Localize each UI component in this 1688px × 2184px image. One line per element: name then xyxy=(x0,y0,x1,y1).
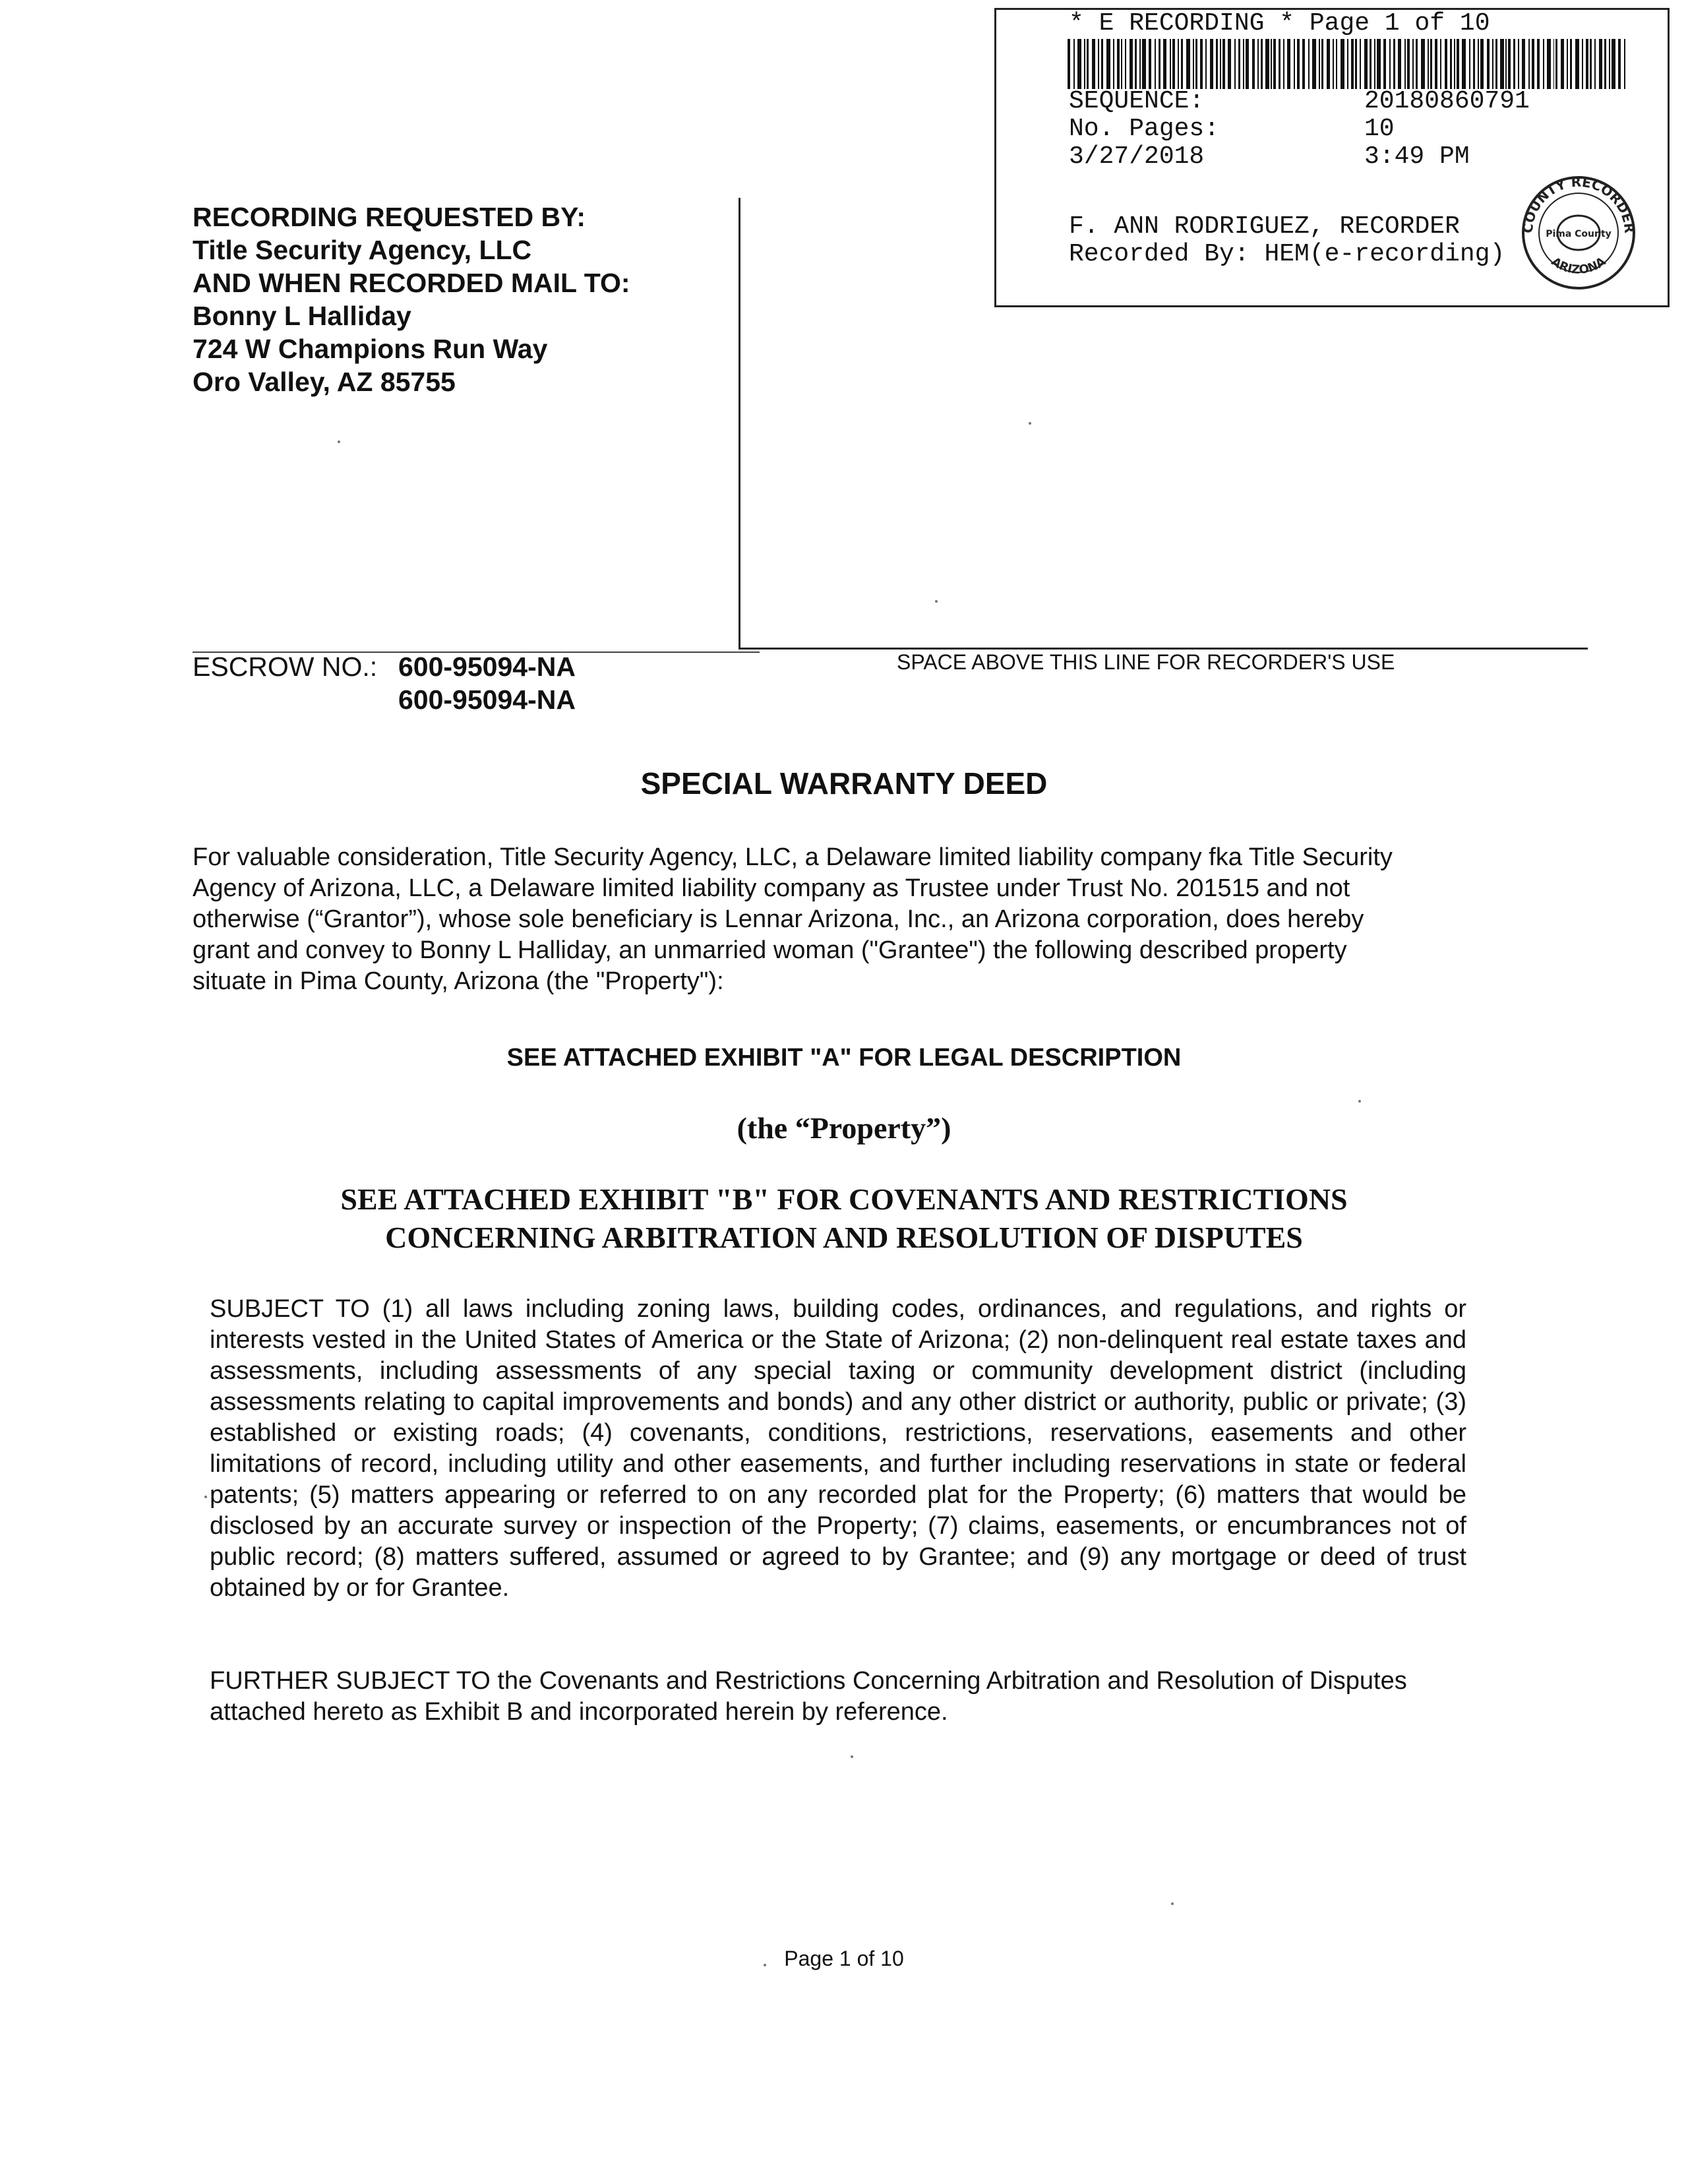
barcode-bar xyxy=(1532,39,1534,89)
barcode-bar xyxy=(1125,39,1126,89)
barcode-bar xyxy=(1261,39,1263,89)
barcode-bar xyxy=(1374,39,1375,89)
barcode-bar xyxy=(1547,39,1551,89)
mail-to-label: AND WHEN RECORDED MAIL TO: xyxy=(193,268,630,298)
stamp-title: * E RECORDING * Page 1 of 10 xyxy=(1069,9,1490,38)
barcode-bar xyxy=(1234,39,1236,89)
exhibit-b-line: SEE ATTACHED EXHIBIT "B" FOR COVENANTS AND RESTRICTIONS xyxy=(340,1182,1348,1216)
barcode-bar xyxy=(1279,39,1281,89)
barcode-bar xyxy=(1473,39,1475,89)
barcode-bar xyxy=(1327,39,1330,89)
mail-to-name: Bonny L Halliday xyxy=(193,301,411,331)
barcode-bar xyxy=(1407,39,1410,89)
barcode-bar xyxy=(1487,39,1490,89)
barcode-bar xyxy=(1092,39,1095,89)
barcode-bar xyxy=(1495,39,1497,89)
recording-requested-block xyxy=(193,200,630,398)
exhibit-b-line: CONCERNING ARBITRATION AND RESOLUTION OF DISPUTES xyxy=(385,1221,1303,1254)
recorded-by: Recorded By: HEM(e-recording) xyxy=(1069,240,1505,268)
barcode-bar xyxy=(1106,39,1110,89)
barcode-bar xyxy=(1355,39,1357,89)
barcode-bar xyxy=(1283,39,1284,89)
barcode-bar xyxy=(1163,39,1166,89)
barcode-bar xyxy=(1186,39,1190,89)
recorder-divider-vertical xyxy=(738,198,740,650)
exhibit-b-reference xyxy=(0,1180,1688,1257)
barcode-bar xyxy=(1216,39,1218,89)
barcode-bar xyxy=(1243,39,1244,89)
recording-date: 3/27/2018 xyxy=(1069,142,1205,171)
barcode-bar xyxy=(1430,39,1432,89)
barcode-bar xyxy=(1567,39,1568,89)
barcode-bar xyxy=(1537,39,1540,89)
barcode-bar xyxy=(1238,39,1240,89)
barcode-bar xyxy=(1389,39,1391,89)
scan-speck xyxy=(851,1755,853,1758)
sequence-value: 20180860791 xyxy=(1364,87,1530,115)
barcode-bar xyxy=(1195,39,1197,89)
barcode-bar xyxy=(1393,39,1395,89)
county-seal-icon xyxy=(1519,173,1638,292)
barcode-bar xyxy=(1454,39,1455,89)
barcode-bar xyxy=(1599,39,1602,89)
barcode-bar xyxy=(1302,39,1305,89)
barcode-bar xyxy=(1159,39,1160,89)
barcode-bar xyxy=(1450,39,1452,89)
barcode-bar xyxy=(1462,39,1466,89)
barcode-bar xyxy=(1351,39,1354,89)
barcode-bar xyxy=(1087,39,1089,89)
barcode-bar xyxy=(1370,39,1372,89)
recording-stamp xyxy=(994,8,1670,307)
barcode-bar xyxy=(1178,39,1179,89)
svg-text:Pima County: Pima County xyxy=(1546,229,1612,239)
barcode-bar xyxy=(1421,39,1425,89)
scan-speck xyxy=(204,1496,207,1498)
barcode-bar xyxy=(1265,39,1269,89)
stamp-details xyxy=(1069,88,1530,171)
barcode-bar xyxy=(1609,39,1610,89)
barcode-bar xyxy=(1586,39,1588,89)
grant-paragraph: For valuable consideration, Title Security Agency, LLC, a Delaware limited liability company fka Title Security Agency of Arizona, LLC, a Delaware limited liability company as Trustee under Trust No. 201515 and not otherwise (“Grantor”), whose sole beneficiary is Lennar Arizona, Inc., an Arizona corporation, does hereby grant and convey to Bonny L Halliday, an unmarried woman ("Grantee") the following described property situate in Pima County, Arizona (the "Property"): xyxy=(193,843,1393,995)
barcode-bar xyxy=(1228,39,1232,89)
barcode-bar xyxy=(1383,39,1386,89)
page-number: Page 1 of 10 xyxy=(784,1947,904,1970)
barcode-bar xyxy=(1205,39,1207,89)
barcode-bar xyxy=(1594,39,1596,89)
scan-speck xyxy=(1358,1100,1361,1103)
recording-time: 3:49 PM xyxy=(1364,142,1470,171)
barcode-bar xyxy=(1135,39,1137,89)
barcode-bar xyxy=(1590,39,1592,89)
barcode-bar xyxy=(1155,39,1156,89)
barcode-bar xyxy=(1308,39,1310,89)
barcode-bar xyxy=(1364,39,1368,89)
barcode-bar xyxy=(1200,39,1203,89)
barcode-bar xyxy=(1500,39,1504,89)
barcode-bar xyxy=(1457,39,1459,89)
barcode-bar xyxy=(1117,39,1120,89)
barcode-bar xyxy=(1101,39,1103,89)
document-title: SPECIAL WARRANTY DEED xyxy=(640,766,1048,801)
barcode-bar xyxy=(1555,39,1557,89)
barcode-bar xyxy=(1508,39,1511,89)
barcode-bar xyxy=(1612,39,1615,89)
escrow-label: ESCROW NO.: xyxy=(193,652,378,682)
barcode-bar xyxy=(1518,39,1519,89)
scan-speck xyxy=(764,1964,766,1966)
escrow-numbers xyxy=(398,650,576,716)
barcode-bar xyxy=(1412,39,1414,89)
svg-text:ARIZONA: ARIZONA xyxy=(1548,255,1609,278)
recorder-use-note: SPACE ABOVE THIS LINE FOR RECORDER'S USE xyxy=(897,650,1395,674)
barcode-bar xyxy=(1618,39,1621,89)
pages-label: No. Pages: xyxy=(1069,115,1220,143)
barcode-bar xyxy=(1319,39,1320,89)
barcode-bar xyxy=(1098,39,1099,89)
scan-speck xyxy=(935,600,938,603)
pages-value: 10 xyxy=(1364,115,1395,143)
svg-text:COUNTY RECORDER: COUNTY RECORDER xyxy=(1519,173,1638,234)
escrow-number: 600-95094-NA xyxy=(398,684,576,715)
barcode-bar xyxy=(1246,39,1249,89)
barcode-bar xyxy=(1513,39,1515,89)
barcode-bar xyxy=(1445,39,1448,89)
barcode-bar xyxy=(1142,39,1146,89)
recorder-name: F. ANN RODRIGUEZ, RECORDER xyxy=(1069,212,1460,241)
barcode-bar xyxy=(1480,39,1484,89)
scan-speck xyxy=(1171,1902,1174,1905)
scan-speck xyxy=(338,440,340,443)
barcode-bar xyxy=(1341,39,1344,89)
barcode-bar xyxy=(1222,39,1225,89)
barcode-bar xyxy=(1149,39,1151,89)
barcode-bar xyxy=(1428,39,1429,89)
barcode-bar xyxy=(1210,39,1213,89)
barcode-bar xyxy=(1220,39,1221,89)
barcode-bar xyxy=(1522,39,1525,89)
barcode-bar xyxy=(1553,39,1555,89)
requester-name: Title Security Agency, LLC xyxy=(193,235,532,265)
barcode-bar xyxy=(1297,39,1300,89)
barcode-bar xyxy=(1312,39,1316,89)
barcode-bar xyxy=(1435,39,1437,89)
barcode-bar xyxy=(1252,39,1255,89)
barcode-bar xyxy=(1604,39,1606,89)
barcode-bar xyxy=(1336,39,1338,89)
barcode-bar xyxy=(1543,39,1544,89)
barcode-bar xyxy=(1347,39,1348,89)
barcode-bar xyxy=(1271,39,1272,89)
barcode-bar xyxy=(1575,39,1579,89)
barcode-bar xyxy=(1561,39,1564,89)
barcode-bar xyxy=(1287,39,1290,89)
sequence-label: SEQUENCE: xyxy=(1069,87,1205,115)
further-subject-paragraph: FURTHER SUBJECT TO the Covenants and Restrictions Concerning Arbitration and Resolution of Disputes attached hereto as Exhibit B and incorporated herein by reference. xyxy=(210,1667,1407,1726)
barcode-bar xyxy=(1492,39,1493,89)
barcode-bar xyxy=(1582,39,1583,89)
escrow-number: 600-95094-NA xyxy=(398,652,576,682)
barcode-bar xyxy=(1416,39,1418,89)
barcode-bar xyxy=(1624,39,1625,89)
barcode-bar xyxy=(1469,39,1470,89)
property-label: (the “Property”) xyxy=(737,1111,951,1145)
barcode-bar xyxy=(1130,39,1133,89)
barcode-bar xyxy=(1273,39,1276,89)
mail-to-street: 724 W Champions Run Way xyxy=(193,334,548,364)
barcode-bar xyxy=(1440,39,1441,89)
barcode-bar xyxy=(1505,39,1507,89)
recorder-info xyxy=(1069,213,1505,268)
barcode-bar xyxy=(1181,39,1183,89)
barcode-bar xyxy=(1478,39,1479,89)
barcode-bar xyxy=(1398,39,1401,89)
barcode-bar xyxy=(1360,39,1361,89)
exhibit-a-reference: SEE ATTACHED EXHIBIT "A" FOR LEGAL DESCRIPTION xyxy=(506,1044,1182,1072)
barcode-bar xyxy=(1404,39,1406,89)
barcode-bar xyxy=(1084,39,1085,89)
barcode xyxy=(1068,39,1628,89)
barcode-bar xyxy=(1321,39,1323,89)
barcode-bar xyxy=(1170,39,1171,89)
barcode-bar xyxy=(1294,39,1295,89)
barcode-bar xyxy=(1121,39,1123,89)
barcode-bar xyxy=(1172,39,1175,89)
barcode-bar xyxy=(1333,39,1334,89)
barcode-bar xyxy=(1139,39,1141,89)
barcode-bar xyxy=(1073,39,1075,89)
recording-requested-label: RECORDING REQUESTED BY: xyxy=(193,202,586,232)
barcode-bar xyxy=(1528,39,1530,89)
barcode-bar xyxy=(1570,39,1572,89)
mail-to-city: Oro Valley, AZ 85755 xyxy=(193,367,456,397)
barcode-bar xyxy=(1068,39,1070,89)
barcode-bar xyxy=(1257,39,1259,89)
scan-speck xyxy=(1029,422,1031,425)
barcode-bar xyxy=(1077,39,1081,89)
barcode-bar xyxy=(1377,39,1381,89)
barcode-bar xyxy=(1193,39,1194,89)
subject-to-paragraph: SUBJECT TO (1) all laws including zoning laws, building codes, ordinances, and regulations, and rights or interests vested in the United States of America or the State of Arizona; (2) non-delinquent real estate taxes and assessments, including assessments of any special taxing or community development district (including assessments relating to capital improvements and bonds) and any other district or authority, public or private; (3) established or existing roads; (4) covenants, conditions, restrictions, reservations, easements and other limitations of record, including utility and other easements, and further including reservations in state or federal patents; (5) matters appearing or referred to on any recorded plat for the Property; (6) matters that would be disclosed by an accurate survey or inspection of the Property; (7) claims, easements, or encumbrances not of public record; (8) matters suffered, assumed or agreed to by Grantee; and (9) any mortgage or deed of trust obtained by or for Grantee. xyxy=(210,1295,1466,1602)
barcode-bar xyxy=(1113,39,1114,89)
